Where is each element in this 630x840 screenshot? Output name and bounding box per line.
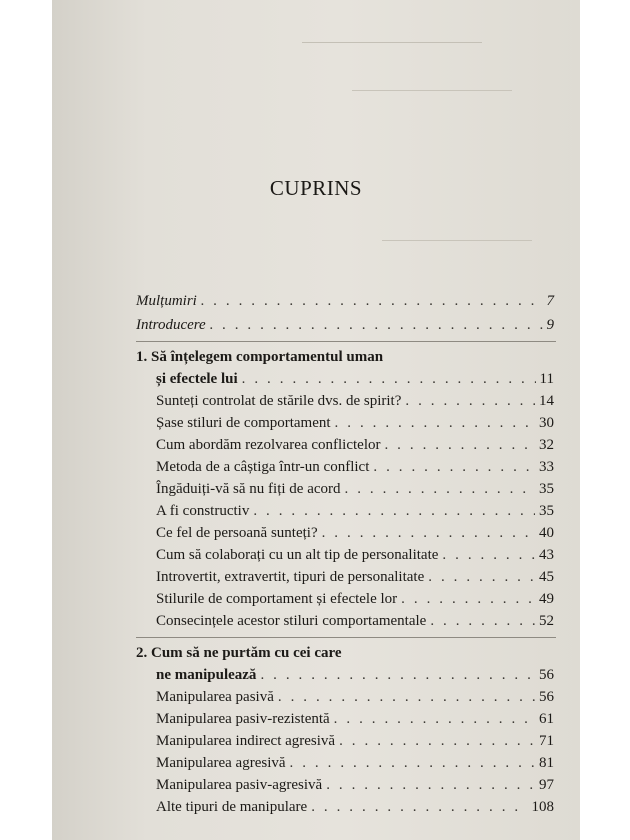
entry-label: Manipularea agresivă [156, 755, 286, 771]
entry-label: Manipularea pasiv-rezistentă [156, 711, 330, 727]
section-divider [136, 341, 556, 342]
entry-page: 11 [539, 371, 554, 387]
entry-page: 40 [539, 525, 554, 541]
entry-label: Manipularea pasiv-agresivă [156, 777, 323, 793]
leader-dots [322, 525, 535, 542]
book-page [52, 0, 580, 840]
toc-entry [156, 478, 554, 498]
chapter-title-cont: și efectele lui [156, 371, 238, 387]
chapter-2-heading [136, 642, 554, 662]
entry-page: 43 [539, 547, 554, 563]
leader-dots [253, 503, 535, 520]
chapter-title: 1. Să înțelegem comportamentul uman [136, 349, 384, 365]
leader-dots [405, 393, 535, 410]
leader-dots [442, 547, 535, 564]
entry-label: Consecințele acestor stiluri comportamentale [156, 613, 427, 629]
entry-label: Introducere [136, 317, 206, 333]
leader-dots [401, 591, 535, 608]
toc-entry [156, 566, 554, 586]
leader-dots [384, 437, 535, 454]
entry-page: 49 [539, 591, 554, 607]
leader-dots [260, 667, 535, 684]
entry-page: 35 [539, 503, 554, 519]
toc-entry-acknowledgements [136, 290, 554, 310]
chapter-2-heading-line2 [156, 664, 554, 684]
entry-label: A fi constructiv [156, 503, 250, 519]
entry-label: Introvertit, extravertit, tipuri de personalitate [156, 569, 425, 585]
leader-dots [339, 733, 535, 750]
entry-page: 52 [539, 613, 554, 629]
leader-dots [345, 481, 535, 498]
entry-label: Ce fel de persoană sunteți? [156, 525, 318, 541]
entry-page: 71 [539, 733, 554, 749]
entry-page: 35 [539, 481, 554, 497]
entry-label: Manipularea indirect agresivă [156, 733, 336, 749]
leader-dots [201, 293, 543, 310]
entry-label: Stilurile de comportament și efectele lor [156, 591, 398, 607]
leader-dots [242, 371, 536, 388]
toc-entry [156, 686, 554, 706]
chapter-title: 2. Cum să ne purtăm cu cei care [136, 645, 342, 661]
toc-entry [156, 522, 554, 542]
toc-entry [156, 412, 554, 432]
entry-page: 56 [539, 667, 554, 683]
entry-label: Metoda de a câștiga într-un conflict [156, 459, 370, 475]
toc-entry [156, 390, 554, 410]
entry-label: Manipularea pasivă [156, 689, 274, 705]
entry-page: 108 [531, 799, 554, 815]
chapter-title-cont: ne manipulează [156, 667, 257, 683]
toc-entry [156, 500, 554, 520]
table-of-contents [52, 0, 580, 840]
toc-entry [156, 752, 554, 772]
leader-dots [278, 689, 535, 706]
chapter-1-heading [136, 346, 554, 366]
toc-entry [156, 588, 554, 608]
toc-entry [156, 434, 554, 454]
toc-entry [156, 610, 554, 630]
leader-dots [210, 317, 543, 334]
toc-entry [156, 456, 554, 476]
entry-page: 61 [539, 711, 554, 727]
toc-entry [156, 730, 554, 750]
entry-label: Sunteți controlat de stările dvs. de spirit? [156, 393, 402, 409]
leader-dots [335, 415, 535, 432]
entry-page: 9 [546, 317, 554, 333]
leader-dots [311, 799, 527, 816]
entry-page: 32 [539, 437, 554, 453]
leader-dots [326, 777, 535, 794]
entry-label: Șase stiluri de comportament [156, 415, 331, 431]
entry-page: 14 [539, 393, 554, 409]
entry-label: Îngăduiți-vă să nu fiți de acord [156, 481, 341, 497]
entry-label: Alte tipuri de manipulare [156, 799, 308, 815]
leader-dots [428, 569, 535, 586]
toc-entry [156, 774, 554, 794]
entry-page: 33 [539, 459, 554, 475]
toc-entry [156, 708, 554, 728]
chapter-1-heading-line2 [156, 368, 554, 388]
entry-page: 45 [539, 569, 554, 585]
leader-dots [334, 711, 535, 728]
leader-dots [430, 613, 535, 630]
leader-dots [373, 459, 535, 476]
page-title: CUPRINS [269, 176, 363, 200]
entry-label: Cum abordăm rezolvarea conflictelor [156, 437, 381, 453]
entry-page: 97 [539, 777, 554, 793]
toc-entry-introduction [136, 314, 554, 334]
entry-page: 56 [539, 689, 554, 705]
entry-page: 81 [539, 755, 554, 771]
leader-dots [290, 755, 535, 772]
toc-entry [156, 796, 554, 816]
entry-label: Mulțumiri [136, 293, 197, 309]
entry-page: 30 [539, 415, 554, 431]
entry-label: Cum să colaborați cu un alt tip de personalitate [156, 547, 439, 563]
entry-page: 7 [546, 293, 554, 309]
section-divider [136, 637, 556, 638]
toc-entry [156, 544, 554, 564]
